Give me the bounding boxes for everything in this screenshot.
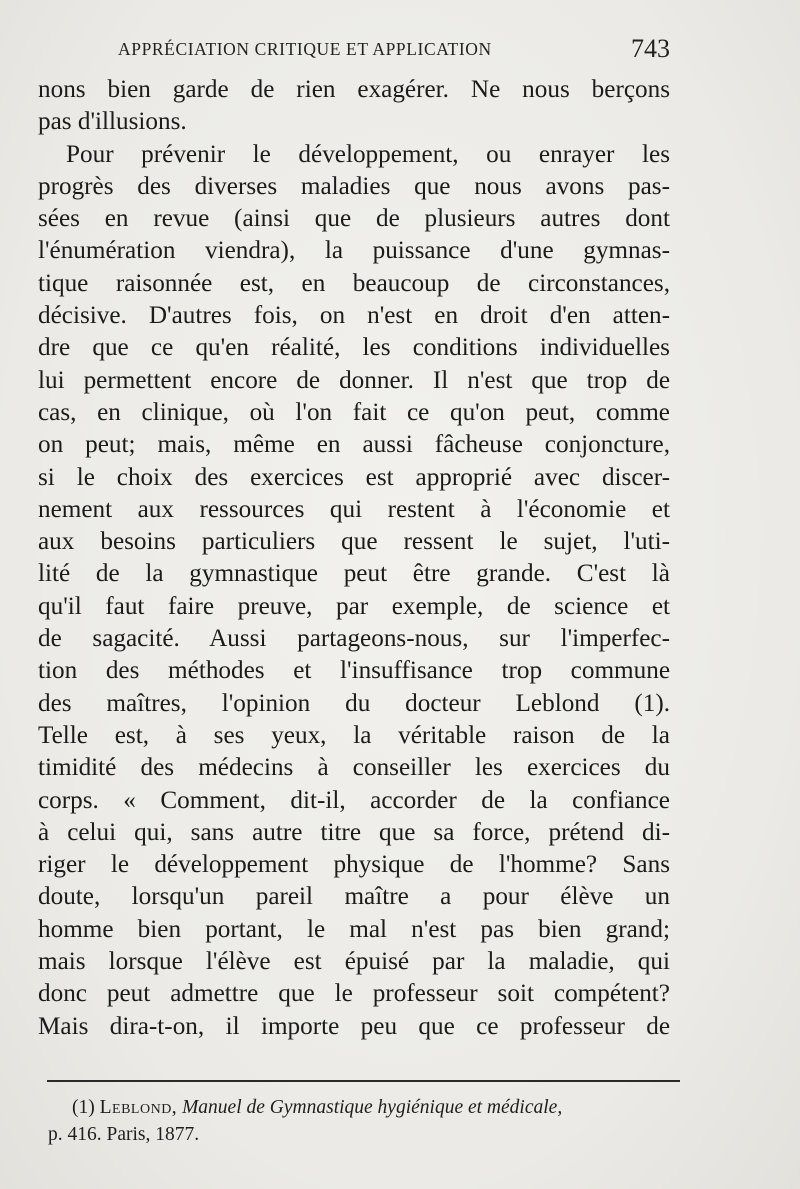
text-line-7: tique raisonnée est, en beaucoup de circonstances, [38, 269, 670, 297]
text-line-19: tion des méthodes et l'insuffisance trop commune [38, 657, 670, 685]
text-line-18: de sagacité. Aussi partageons-nous, sur l'imperfec- [38, 625, 670, 653]
text-line-10: lui permettent encore de donner. Il n'est que trop de [38, 366, 670, 394]
text-line-17: qu'il faut faire preuve, par exemple, de science et [38, 592, 670, 620]
text-line-25: riger le développement physique de l'homme? Sans [38, 851, 670, 879]
text-line-23: corps. « Comment, dit-il, accorder de la confiance [38, 786, 670, 814]
text-line-14: nement aux ressources qui restent à l'économie et [38, 495, 670, 523]
text-line-28: mais lorsque l'élève est épuisé par la maladie, qui [38, 948, 670, 976]
footnote-marker: (1) [72, 1097, 95, 1118]
text-line-12: on peut; mais, même en aussi fâcheuse conjoncture, [38, 431, 670, 459]
text-line-2: pas d'illusions. [38, 108, 187, 136]
text-line-13: si le choix des exercices est approprié avec discer- [38, 463, 670, 491]
text-line-5: sées en revue (ainsi que de plusieurs autres dont [38, 205, 670, 233]
page-header [40, 34, 670, 66]
running-head: APPRÉCIATION CRITIQUE ET APPLICATION [118, 39, 492, 59]
text-line-6: l'énumération viendra), la puissance d'une gymnas- [38, 237, 670, 265]
footnote-divider [47, 1080, 680, 1082]
body-text [38, 74, 670, 1043]
footnote-line-2: p. 416. Paris, 1877. [48, 1124, 200, 1145]
text-line-1: nons bien garde de rien exagérer. Ne nous berçons [38, 76, 670, 103]
footnote [48, 1094, 670, 1148]
text-line-4: progrès des diverses maladies que nous avons pas- [38, 172, 670, 200]
text-line-15: aux besoins particuliers que ressent le sujet, l'uti- [38, 528, 670, 556]
text-line-11: cas, en clinique, où l'on fait ce qu'on peut, comme [38, 398, 670, 426]
text-line-21: Telle est, à ses yeux, la véritable raison de la [38, 721, 670, 749]
text-line-20: des maîtres, l'opinion du docteur Leblond (1). [38, 689, 670, 717]
text-line-22: timidité des médecins à conseiller les exercices du [38, 754, 670, 782]
text-line-29: donc peut admettre que le professeur soit compétent? [38, 980, 670, 1008]
text-line-27: homme bien portant, le mal n'est pas bien grand; [38, 915, 670, 943]
text-line-3: Pour prévenir le développement, ou enrayer les [66, 140, 670, 168]
text-line-16: lité de la gymnastique peut être grande. C'est là [38, 560, 670, 588]
text-line-30: Mais dira-t-on, il importe peu que ce professeur de [38, 1012, 670, 1040]
text-line-26: doute, lorsqu'un pareil maître a pour élève un [38, 883, 670, 911]
page-number: 743 [631, 34, 670, 63]
text-line-8: décisive. D'autres fois, on n'est en droit d'en atten- [38, 302, 670, 330]
text-line-24: à celui qui, sans autre titre que sa force, prétend di- [38, 818, 670, 846]
footnote-title: Manuel de Gymnastique hygiénique et médicale, [182, 1097, 563, 1118]
footnote-line-1 [48, 1094, 670, 1121]
footnote-author: Leblond, [99, 1097, 178, 1118]
text-line-9: dre que ce qu'en réalité, les conditions individuelles [38, 334, 670, 362]
